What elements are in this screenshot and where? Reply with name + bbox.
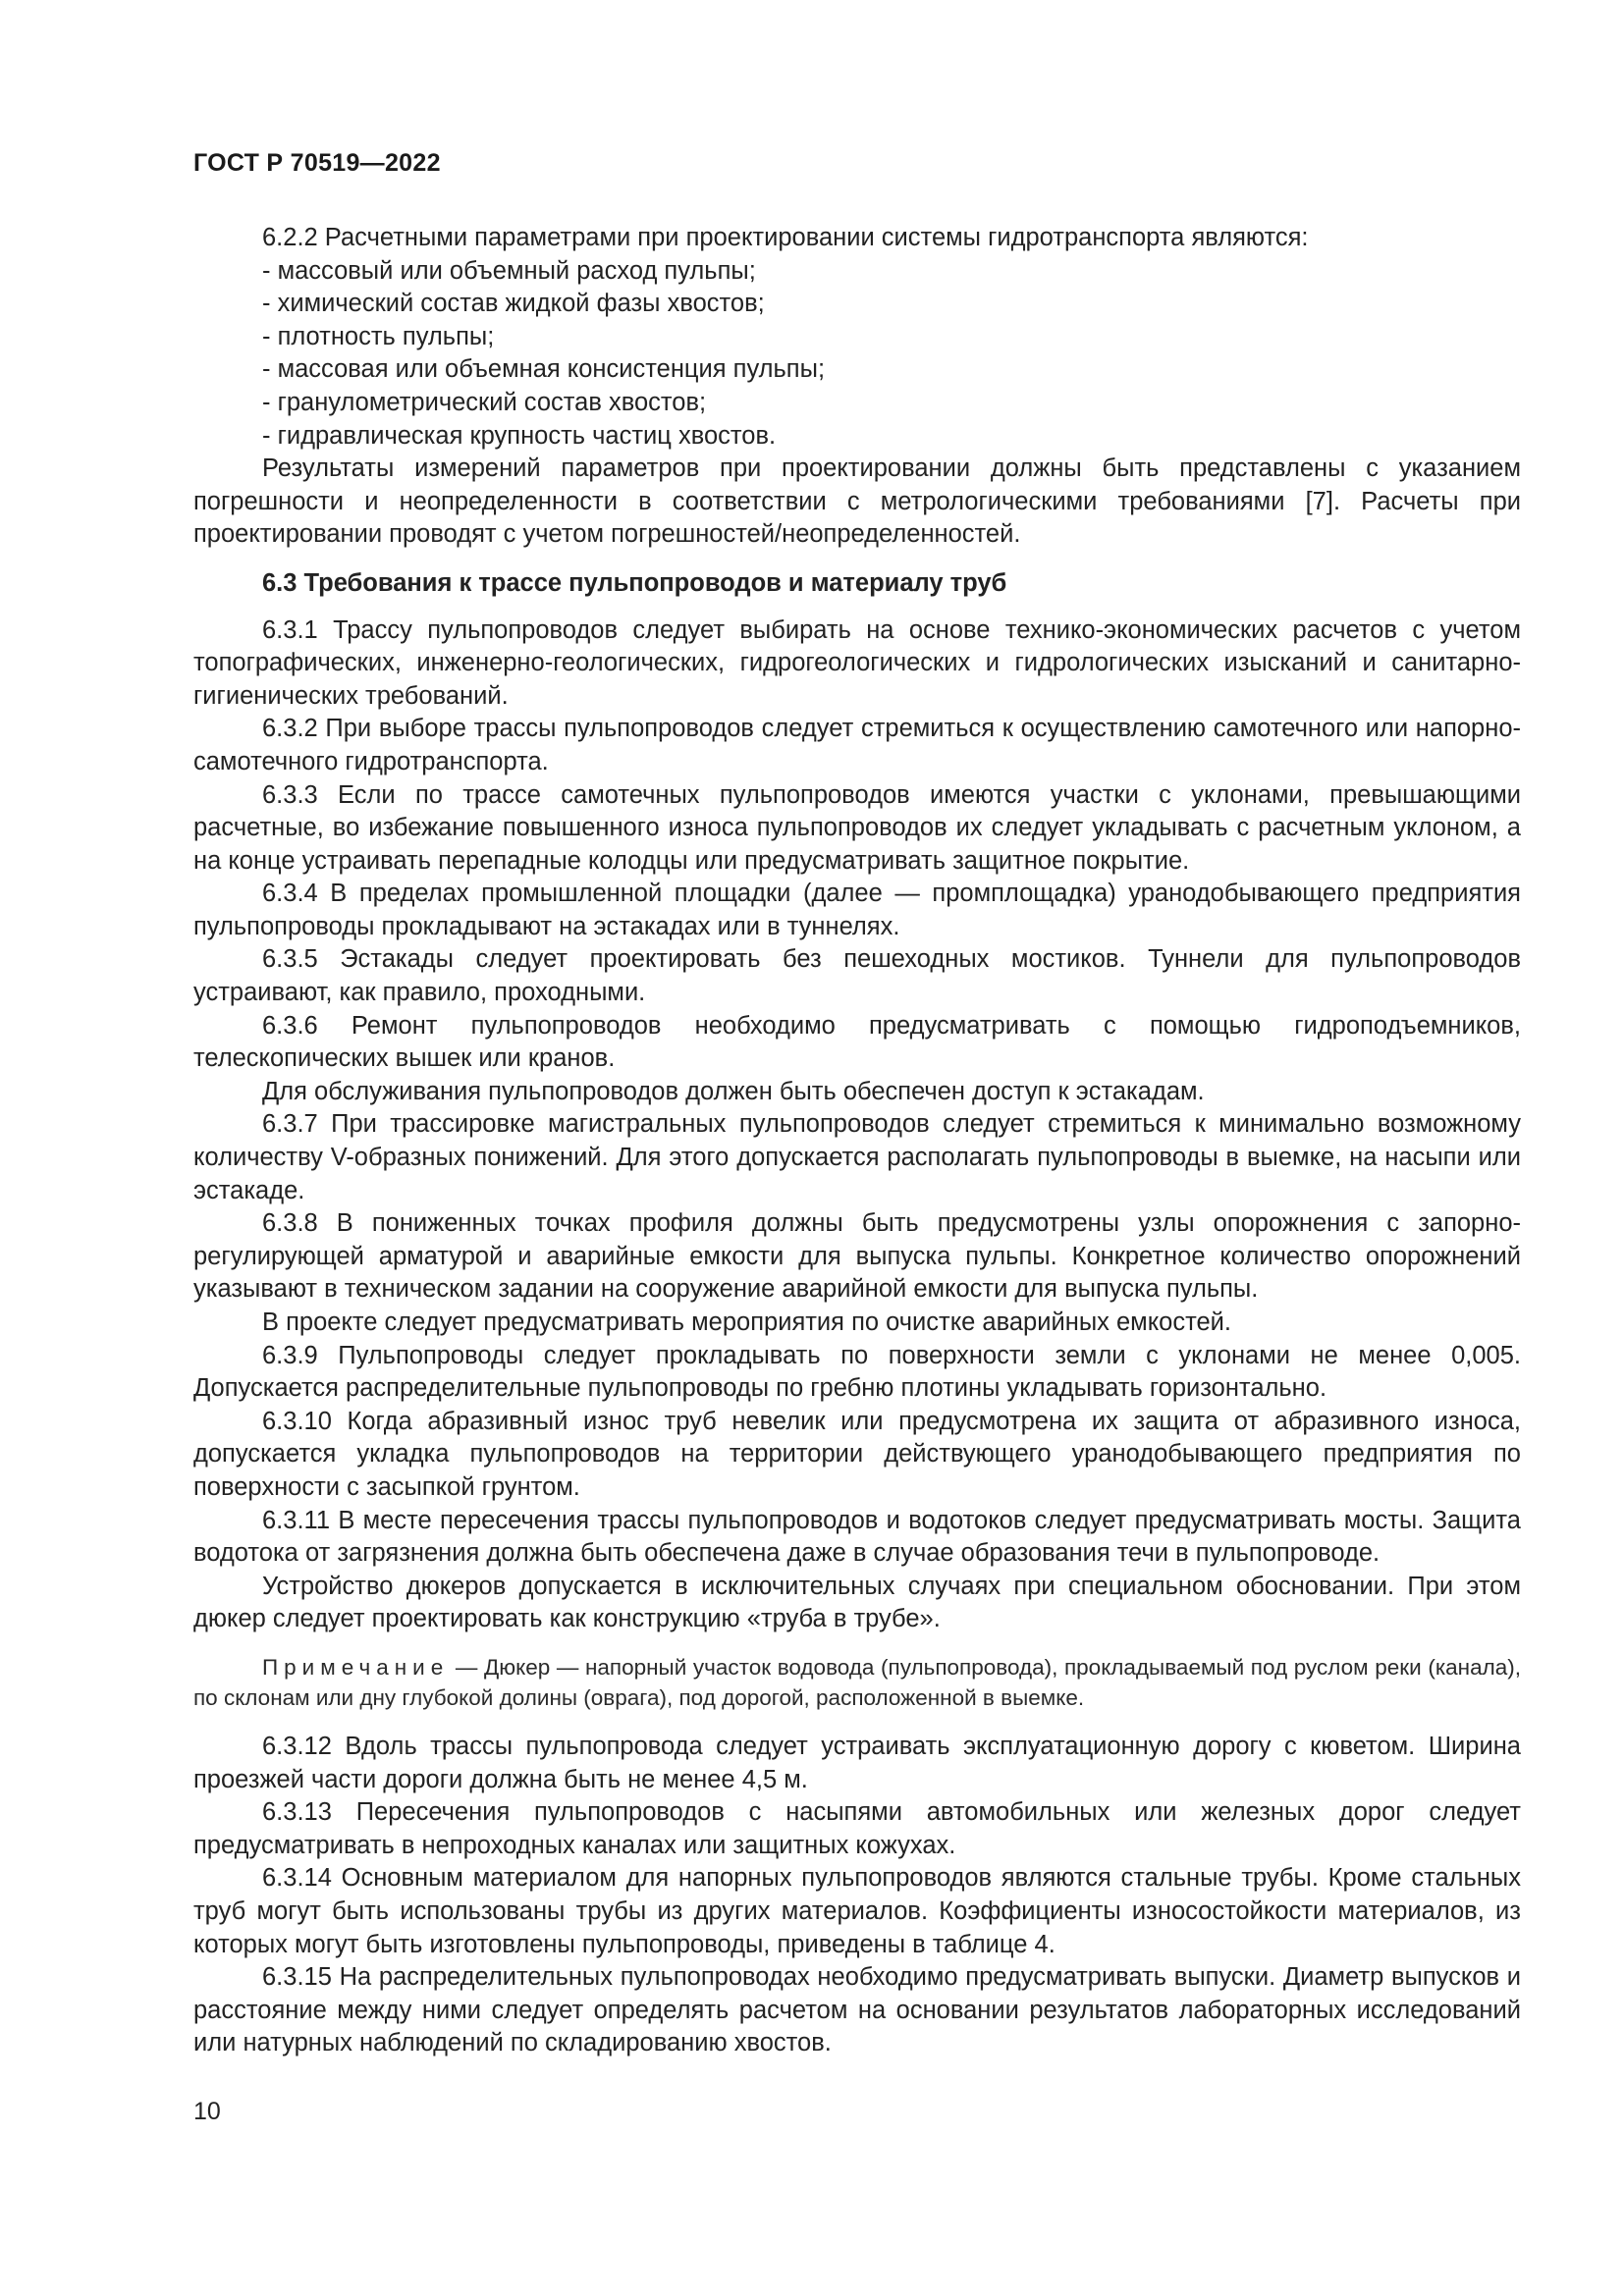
paragraph-6-3-11-dukers: Устройство дюкеров допускается в исключительных случаях при специальном обосновании. При этом дюкер следует проектировать как конструкцию «труба в трубе». — [193, 1572, 1521, 1633]
list-item-parameter: - массовая или объемная консистенция пульпы; — [262, 355, 826, 384]
paragraph-6-3-4: 6.3.4 В пределах промышленной площадки (далее — промплощадка) уранодобывающего предприятия пульпопроводы прокладывают на эстакадах или в туннелях. — [193, 880, 1521, 940]
paragraph-6-3-6-access: Для обслуживания пульпопроводов должен быть обеспечен доступ к эстакадам. — [262, 1077, 1205, 1105]
note-label: Примечание — [262, 1654, 450, 1680]
note-duker-definition — [193, 1652, 1521, 1713]
paragraph-6-3-12: 6.3.12 Вдоль трассы пульпопровода следует устраивать эксплуатационную дорогу с кюветом. Ширина проезжей части дороги должна быть не менее 4,5 м. — [193, 1732, 1521, 1793]
paragraph-6-3-2: 6.3.2 При выборе трассы пульпопроводов следует стремиться к осуществлению самотечного или напорно-самотечного гидротранспорта. — [193, 715, 1521, 775]
paragraph-6-3-8: 6.3.8 В пониженных точках профиля должны быть предусмотрены узлы опорожнения с запорно-регулирующей арматурой и аварийные емкости для выпуска пульпы. Конкретное количество опорожнений указывают в техническом задании на сооружение аварийной емкости для выпуска пульпы. — [193, 1209, 1521, 1304]
paragraph-6-3-9: 6.3.9 Пульпопроводы следует прокладывать по поверхности земли с уклонами не менее 0,005. Допускается распределительные пульпопроводы по гребню плотины укладывать горизонтально. — [193, 1341, 1521, 1403]
paragraph-6-3-14: 6.3.14 Основным материалом для напорных пульпопроводов являются стальные трубы. Кроме стальных труб могут быть использованы трубы из других материалов. Коэффициенты износостойкости материалов, из которых могут быть изготовлены пульпопроводы, приведены в таблице 4. — [193, 1864, 1521, 1958]
paragraph-6-3-1: 6.3.1 Трассу пульпопроводов следует выбирать на основе технико-экономических расчетов с учетом топографических, инженерно-геологических, гидрогеологических и гидрологических изысканий и санитарно-гигиенических требований. — [193, 615, 1521, 710]
section-heading-6-3: 6.3 Требования к трассе пульпопроводов и материалу труб — [262, 568, 1007, 597]
paragraph-6-3-6: 6.3.6 Ремонт пульпопроводов необходимо предусматривать с помощью гидроподъемников, телескопических вышек или кранов. — [193, 1011, 1521, 1073]
list-item-parameter: - массовый или объемный расход пульпы; — [262, 256, 756, 285]
paragraph-6-3-15: 6.3.15 На распределительных пульпопроводах необходимо предусматривать выпуски. Диаметр выпусков и расстояние между ними следует определять расчетом на основании результатов лабораторных исследований или натурных наблюдений по складированию хвостов. — [193, 1963, 1521, 2057]
note-text: — Дюкер — напорный участок водовода (пульпопровода), прокладываемый под руслом реки (канала), по склонам или дну глубокой долины (оврага), под дорогой, расположенной в выемке. — [193, 1654, 1521, 1710]
list-item-parameter: - гидравлическая крупность частиц хвостов. — [262, 421, 777, 450]
paragraph-6-3-5: 6.3.5 Эстакады следует проектировать без пешеходных мостиков. Туннели для пульпопроводов устраивают, как правило, проходными. — [193, 945, 1521, 1007]
list-item-parameter: - гранулометрический состав хвостов; — [262, 388, 707, 416]
list-item-parameter: - химический состав жидкой фазы хвостов; — [262, 290, 765, 318]
paragraph-6-3-8-cleaning: В проекте следует предусматривать мероприятия по очистке аварийных емкостей. — [262, 1308, 1231, 1336]
paragraph-measurement-results: Результаты измерений параметров при проектировании должны быть представлены с указанием погрешности и неопределенности в соответствии с метрологическими требованиями [7]. Расчеты при проектировании проводят с учетом погрешностей/неопределенностей. — [193, 454, 1521, 549]
list-item-parameter: - плотность пульпы; — [262, 322, 495, 350]
page-number: 10 — [193, 2098, 221, 2125]
paragraph-6-3-10: 6.3.10 Когда абразивный износ труб невелик или предусмотрена их защита от абразивного износа, допускается укладка пульпопроводов на территории действующего уранодобывающего предприятия по поверхности с засыпкой грунтом. — [193, 1407, 1521, 1501]
paragraph-6-3-11: 6.3.11 В месте пересечения трассы пульпопроводов и водотоков следует предусматривать мосты. Защита водотока от загрязнения должна быть обеспечена даже в случае образования течи в пульпопроводе. — [193, 1506, 1521, 1568]
document-code-header: ГОСТ Р 70519—2022 — [193, 149, 441, 177]
paragraph-6-2-2-intro: 6.2.2 Расчетными параметрами при проектировании системы гидротранспорта являются: — [262, 224, 1309, 251]
document-body — [193, 222, 1521, 2060]
paragraph-6-3-3: 6.3.3 Если по трассе самотечных пульпопроводов имеются участки с уклонами, превышающими расчетные, во избежание повышенного износа пульпопроводов их следует укладывать с расчетным уклоном, а на конце устраивать перепадные колодцы или предусматривать защитное покрытие. — [193, 780, 1521, 875]
paragraph-6-3-13: 6.3.13 Пересечения пульпопроводов с насыпями автомобильных или железных дорог следует предусматривать в непроходных каналах или защитных кожухах. — [193, 1798, 1521, 1859]
paragraph-6-3-7: 6.3.7 При трассировке магистральных пульпопроводов следует стремиться к минимально возможному количеству V-образных понижений. Для этого допускается располагать пульпопроводы в выемке, на насыпи или эстакаде. — [193, 1110, 1521, 1204]
